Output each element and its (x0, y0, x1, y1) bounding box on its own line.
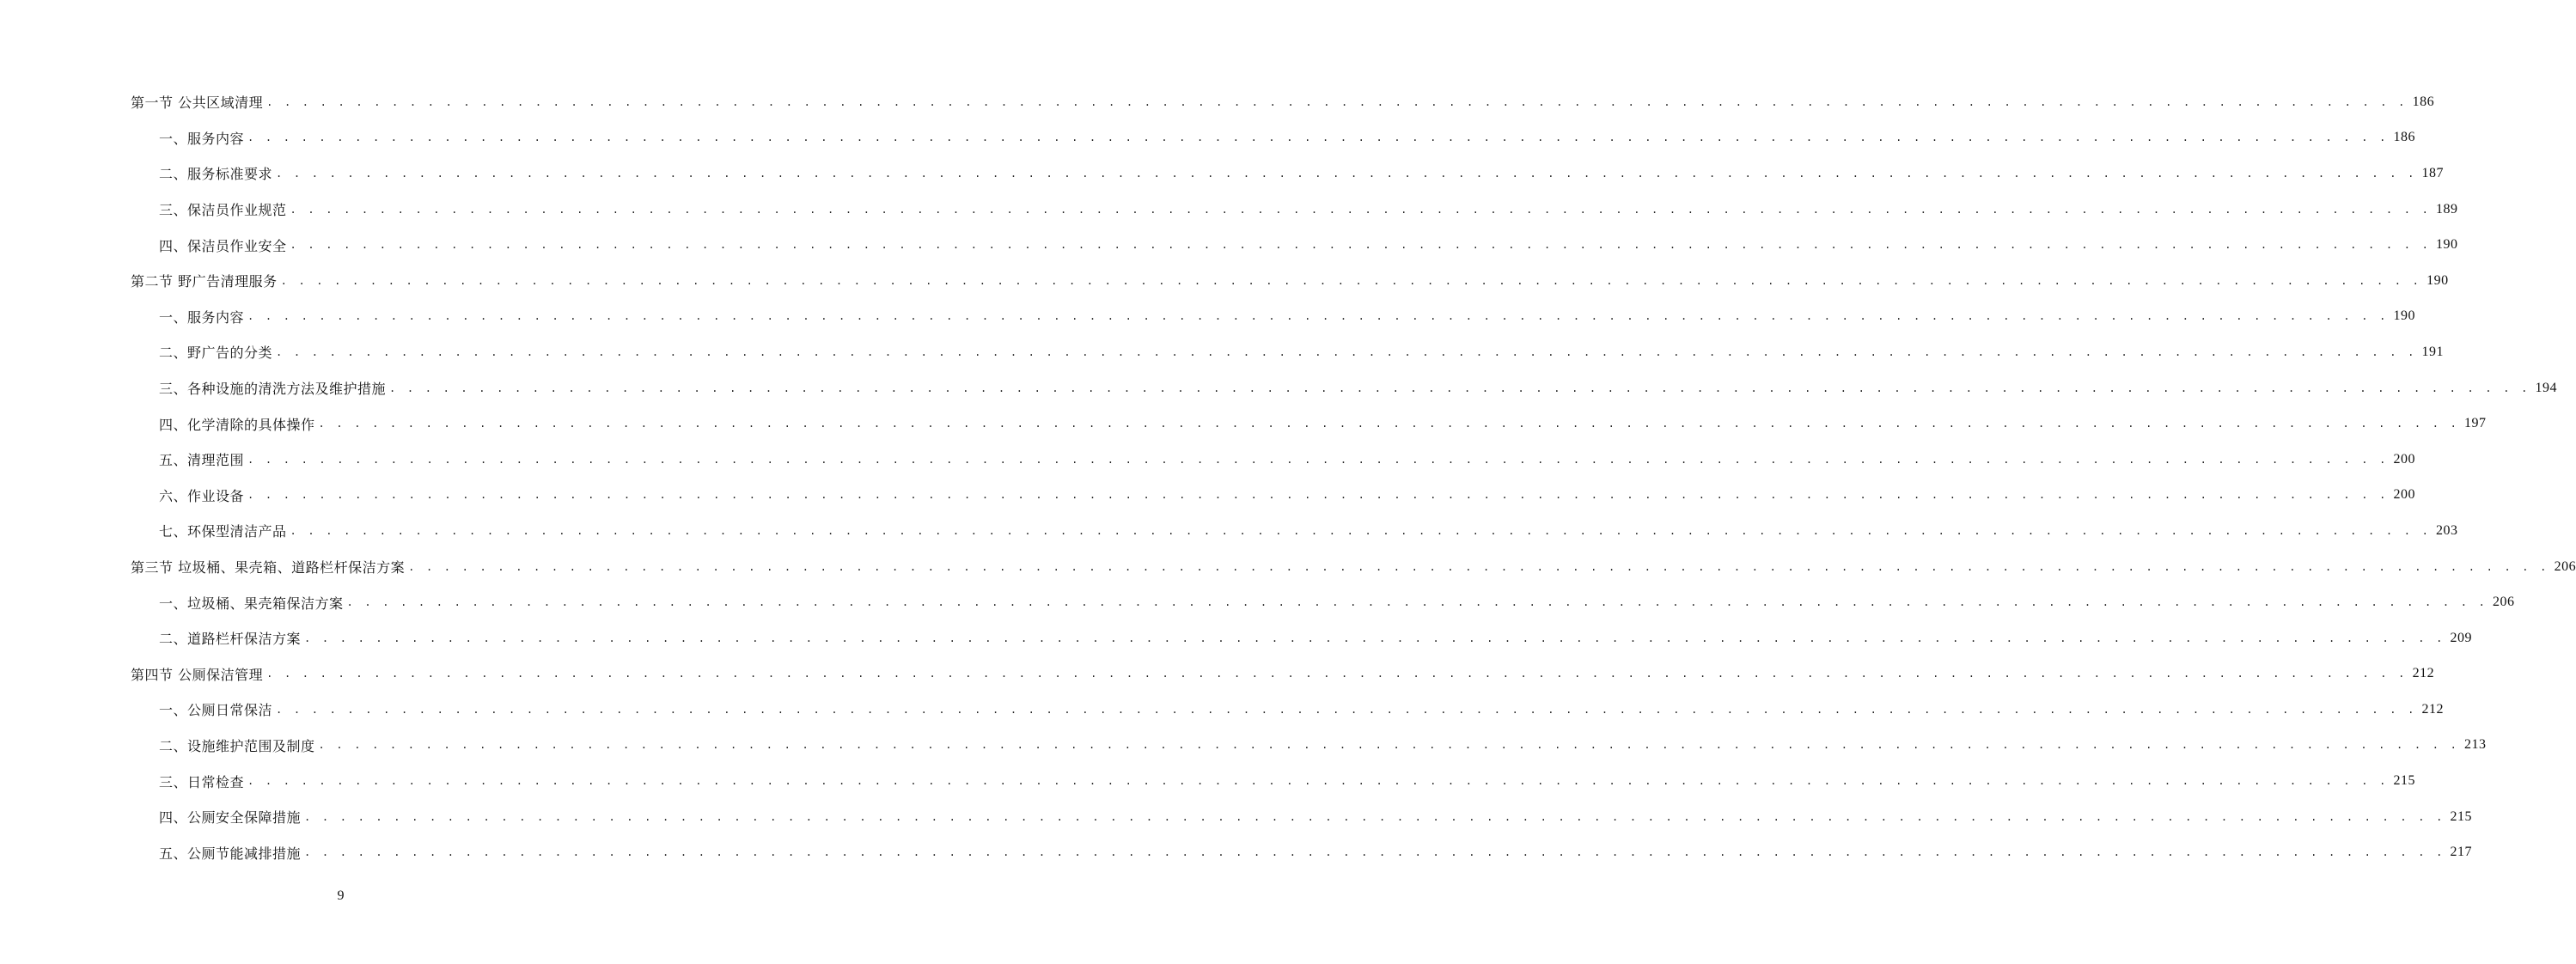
toc-entry-page-number: 187 (2421, 165, 2444, 180)
toc-subsection-entry[interactable] (0, 120, 2415, 156)
toc-entry-title: 四、化学清除的具体操作 (159, 414, 319, 434)
toc-entry-page-number: 212 (2412, 666, 2435, 681)
toc-entry-title: 第三节 垃圾桶、果壳箱、道路栏杆保洁方案 (131, 557, 408, 577)
toc-entry-page-number: 194 (2535, 380, 2557, 395)
toc-subsection-entry[interactable] (0, 692, 2444, 728)
toc-dot-leader: . . . . . . . . . . . . . . . . . . . . . . . . . . . . . . . . . . . . . . . . . . . . . . . . . . . . . . . . . . . . . . . . . . . . . . . . . . . . . . . . . . . . . . . . . . . . . . . . . . . . . . . . . . . . . . . . . . . . . . . . (247, 775, 2389, 788)
toc-dot-leader: . . . . . . . . . . . . . . . . . . . . . . . . . . . . . . . . . . . . . . . . . . . . . . . . . . . . . . . . . . . . . . . . . . . . . . . . . . . . . . . . . . . . . . . . . . . . . . . . . . . . . . . . . . . . . . . . . . . . . . . . (247, 453, 2389, 466)
toc-subsection-entry[interactable] (0, 370, 2557, 406)
toc-entry-title: 六、作业设备 (159, 485, 247, 505)
toc-entry-title: 一、垃圾桶、果壳箱保洁方案 (159, 593, 347, 613)
toc-entry-page-number: 191 (2421, 344, 2444, 359)
page-number: 9 (337, 888, 345, 903)
toc-entry-page-number: 186 (2393, 130, 2415, 145)
toc-dot-leader: . . . . . . . . . . . . . . . . . . . . . . . . . . . . . . . . . . . . . . . . . . . . . . . . . . . . . . . . . . . . . . . . . . . . . . . . . . . . . . . . . . . . . . . . . . . . . . . . . . . . . . . . . . . . . . . . . . . . . . . . (276, 167, 2417, 180)
toc-subsection-entry[interactable] (0, 299, 2415, 335)
toc-dot-leader: . . . . . . . . . . . . . . . . . . . . . . . . . . . . . . . . . . . . . . . . . . . . . . . . . . . . . . . . . . . . . . . . . . . . . . . . . . . . . . . . . . . . . . . . . . . . . . . . . . . . . . . . . . . . . . . . . . . . . . . . (408, 560, 2549, 573)
toc-entry-page-number: 213 (2464, 737, 2487, 753)
toc-entry-page-number: 190 (2426, 272, 2449, 288)
toc-dot-leader: . . . . . . . . . . . . . . . . . . . . . . . . . . . . . . . . . . . . . . . . . . . . . . . . . . . . . . . . . . . . . . . . . . . . . . . . . . . . . . . . . . . . . . . . . . . . . . . . . . . . . . . . . . . . . . . . . . . . . . . . (346, 596, 2487, 609)
toc-entry-title: 五、清理范围 (159, 449, 247, 469)
toc-entry-title: 二、服务标准要求 (159, 163, 276, 183)
toc-subsection-entry[interactable] (0, 799, 2472, 835)
toc-dot-leader: . . . . . . . . . . . . . . . . . . . . . . . . . . . . . . . . . . . . . . . . . . . . . . . . . . . . . . . . . . . . . . . . . . . . . . . . . . . . . . . . . . . . . . . . . . . . . . . . . . . . . . . . . . . . . . . . . . . . . . . . (280, 274, 2422, 287)
toc-entry-title: 四、公厕安全保障措施 (159, 807, 304, 827)
toc-entry-title: 一、公厕日常保洁 (159, 699, 276, 719)
toc-entry-title: 二、野广告的分类 (159, 342, 276, 362)
toc-entry-page-number: 200 (2393, 487, 2415, 503)
toc-dot-leader: . . . . . . . . . . . . . . . . . . . . . . . . . . . . . . . . . . . . . . . . . . . . . . . . . . . . . . . . . . . . . . . . . . . . . . . . . . . . . . . . . . . . . . . . . . . . . . . . . . . . . . . . . . . . . . . . . . . . . . . . (318, 739, 2459, 752)
toc-entry-title: 一、服务内容 (159, 128, 247, 148)
toc-entry-title: 第一节 公共区域清理 (131, 92, 266, 112)
toc-section-entry[interactable] (0, 263, 2449, 299)
toc-entry-page-number: 217 (2450, 845, 2472, 860)
toc-dot-leader: . . . . . . . . . . . . . . . . . . . . . . . . . . . . . . . . . . . . . . . . . . . . . . . . . . . . . . . . . . . . . . . . . . . . . . . . . . . . . . . . . . . . . . . . . . . . . . . . . . . . . . . . . . . . . . . . . . . . . . . . (276, 345, 2417, 358)
toc-section-entry[interactable] (0, 656, 2435, 692)
toc-entry-title: 五、公厕节能减排措施 (159, 843, 304, 863)
toc-dot-leader: . . . . . . . . . . . . . . . . . . . . . . . . . . . . . . . . . . . . . . . . . . . . . . . . . . . . . . . . . . . . . . . . . . . . . . . . . . . . . . . . . . . . . . . . . . . . . . . . . . . . . . . . . . . . . . . . . . . . . . . . (389, 381, 2530, 394)
toc-subsection-entry[interactable] (0, 763, 2415, 799)
toc-dot-leader: . . . . . . . . . . . . . . . . . . . . . . . . . . . . . . . . . . . . . . . . . . . . . . . . . . . . . . . . . . . . . . . . . . . . . . . . . . . . . . . . . . . . . . . . . . . . . . . . . . . . . . . . . . . . . . . . . . . . . . . . (290, 203, 2431, 216)
toc-entry-title: 第四节 公厕保洁管理 (131, 664, 266, 684)
toc-entry-title: 四、保洁员作业安全 (159, 235, 290, 255)
toc-entry-title: 七、环保型清洁产品 (159, 521, 290, 540)
toc-subsection-entry[interactable] (0, 620, 2472, 656)
toc-dot-leader: . . . . . . . . . . . . . . . . . . . . . . . . . . . . . . . . . . . . . . . . . . . . . . . . . . . . . . . . . . . . . . . . . . . . . . . . . . . . . . . . . . . . . . . . . . . . . . . . . . . . . . . . . . . . . . . . . . . . . . . . (266, 95, 2408, 108)
toc-entry-title: 二、道路栏杆保洁方案 (159, 628, 304, 648)
toc-subsection-entry[interactable] (0, 334, 2444, 370)
toc-subsection-entry[interactable] (0, 728, 2487, 764)
toc-dot-leader: . . . . . . . . . . . . . . . . . . . . . . . . . . . . . . . . . . . . . . . . . . . . . . . . . . . . . . . . . . . . . . . . . . . . . . . . . . . . . . . . . . . . . . . . . . . . . . . . . . . . . . . . . . . . . . . . . . . . . . . . (266, 668, 2408, 680)
toc-dot-leader: . . . . . . . . . . . . . . . . . . . . . . . . . . . . . . . . . . . . . . . . . . . . . . . . . . . . . . . . . . . . . . . . . . . . . . . . . . . . . . . . . . . . . . . . . . . . . . . . . . . . . . . . . . . . . . . . . . . . . . . . (304, 810, 2445, 823)
toc-subsection-entry[interactable] (0, 584, 2515, 620)
toc-subsection-entry[interactable] (0, 442, 2415, 478)
toc-entry-title: 第二节 野广告清理服务 (131, 271, 281, 290)
toc-entry-page-number: 209 (2450, 630, 2472, 645)
toc-dot-leader: . . . . . . . . . . . . . . . . . . . . . . . . . . . . . . . . . . . . . . . . . . . . . . . . . . . . . . . . . . . . . . . . . . . . . . . . . . . . . . . . . . . . . . . . . . . . . . . . . . . . . . . . . . . . . . . . . . . . . . . . (318, 418, 2459, 430)
toc-dot-leader: . . . . . . . . . . . . . . . . . . . . . . . . . . . . . . . . . . . . . . . . . . . . . . . . . . . . . . . . . . . . . . . . . . . . . . . . . . . . . . . . . . . . . . . . . . . . . . . . . . . . . . . . . . . . . . . . . . . . . . . . (304, 846, 2445, 859)
toc-entry-page-number: 189 (2436, 201, 2458, 217)
toc-subsection-entry[interactable] (0, 478, 2415, 514)
toc-entry-page-number: 197 (2464, 416, 2487, 431)
toc-entry-page-number: 200 (2393, 451, 2415, 467)
toc-entry-title: 三、日常检查 (159, 772, 247, 791)
toc-entry-page-number: 190 (2393, 308, 2415, 324)
toc-entry-page-number: 215 (2450, 808, 2472, 824)
toc-subsection-entry[interactable] (0, 406, 2487, 442)
toc-dot-leader: . . . . . . . . . . . . . . . . . . . . . . . . . . . . . . . . . . . . . . . . . . . . . . . . . . . . . . . . . . . . . . . . . . . . . . . . . . . . . . . . . . . . . . . . . . . . . . . . . . . . . . . . . . . . . . . . . . . . . . . . (247, 310, 2389, 323)
toc-entry-page-number: 212 (2421, 701, 2444, 717)
toc-dot-leader: . . . . . . . . . . . . . . . . . . . . . . . . . . . . . . . . . . . . . . . . . . . . . . . . . . . . . . . . . . . . . . . . . . . . . . . . . . . . . . . . . . . . . . . . . . . . . . . . . . . . . . . . . . . . . . . . . . . . . . . . (290, 239, 2431, 252)
toc-entry-page-number: 186 (2412, 94, 2435, 109)
toc-dot-leader: . . . . . . . . . . . . . . . . . . . . . . . . . . . . . . . . . . . . . . . . . . . . . . . . . . . . . . . . . . . . . . . . . . . . . . . . . . . . . . . . . . . . . . . . . . . . . . . . . . . . . . . . . . . . . . . . . . . . . . . . (276, 703, 2417, 716)
toc-dot-leader: . . . . . . . . . . . . . . . . . . . . . . . . . . . . . . . . . . . . . . . . . . . . . . . . . . . . . . . . . . . . . . . . . . . . . . . . . . . . . . . . . . . . . . . . . . . . . . . . . . . . . . . . . . . . . . . . . . . . . . . . (247, 131, 2389, 144)
table-of-contents (0, 84, 2576, 870)
toc-subsection-entry[interactable] (0, 156, 2444, 192)
toc-entry-title: 三、各种设施的清洗方法及维护措施 (159, 378, 389, 398)
toc-entry-title: 一、服务内容 (159, 307, 247, 326)
toc-entry-page-number: 203 (2436, 522, 2458, 538)
toc-entry-page-number: 206 (2493, 595, 2515, 610)
toc-entry-title: 三、保洁员作业规范 (159, 199, 290, 219)
toc-dot-leader: . . . . . . . . . . . . . . . . . . . . . . . . . . . . . . . . . . . . . . . . . . . . . . . . . . . . . . . . . . . . . . . . . . . . . . . . . . . . . . . . . . . . . . . . . . . . . . . . . . . . . . . . . . . . . . . . . . . . . . . . (247, 489, 2389, 502)
toc-entry-title: 二、设施维护范围及制度 (159, 735, 319, 755)
toc-subsection-entry[interactable] (0, 834, 2472, 870)
toc-section-entry[interactable] (0, 84, 2435, 120)
toc-subsection-entry[interactable] (0, 513, 2458, 549)
toc-entry-page-number: 190 (2436, 237, 2458, 253)
toc-subsection-entry[interactable] (0, 227, 2458, 263)
toc-dot-leader: . . . . . . . . . . . . . . . . . . . . . . . . . . . . . . . . . . . . . . . . . . . . . . . . . . . . . . . . . . . . . . . . . . . . . . . . . . . . . . . . . . . . . . . . . . . . . . . . . . . . . . . . . . . . . . . . . . . . . . . . (304, 631, 2445, 644)
toc-dot-leader: . . . . . . . . . . . . . . . . . . . . . . . . . . . . . . . . . . . . . . . . . . . . . . . . . . . . . . . . . . . . . . . . . . . . . . . . . . . . . . . . . . . . . . . . . . . . . . . . . . . . . . . . . . . . . . . . . . . . . . . . (290, 524, 2431, 537)
toc-subsection-entry[interactable] (0, 192, 2458, 228)
toc-entry-page-number: 206 (2554, 558, 2576, 574)
toc-entry-page-number: 215 (2393, 773, 2415, 789)
toc-section-entry[interactable] (0, 549, 2576, 585)
